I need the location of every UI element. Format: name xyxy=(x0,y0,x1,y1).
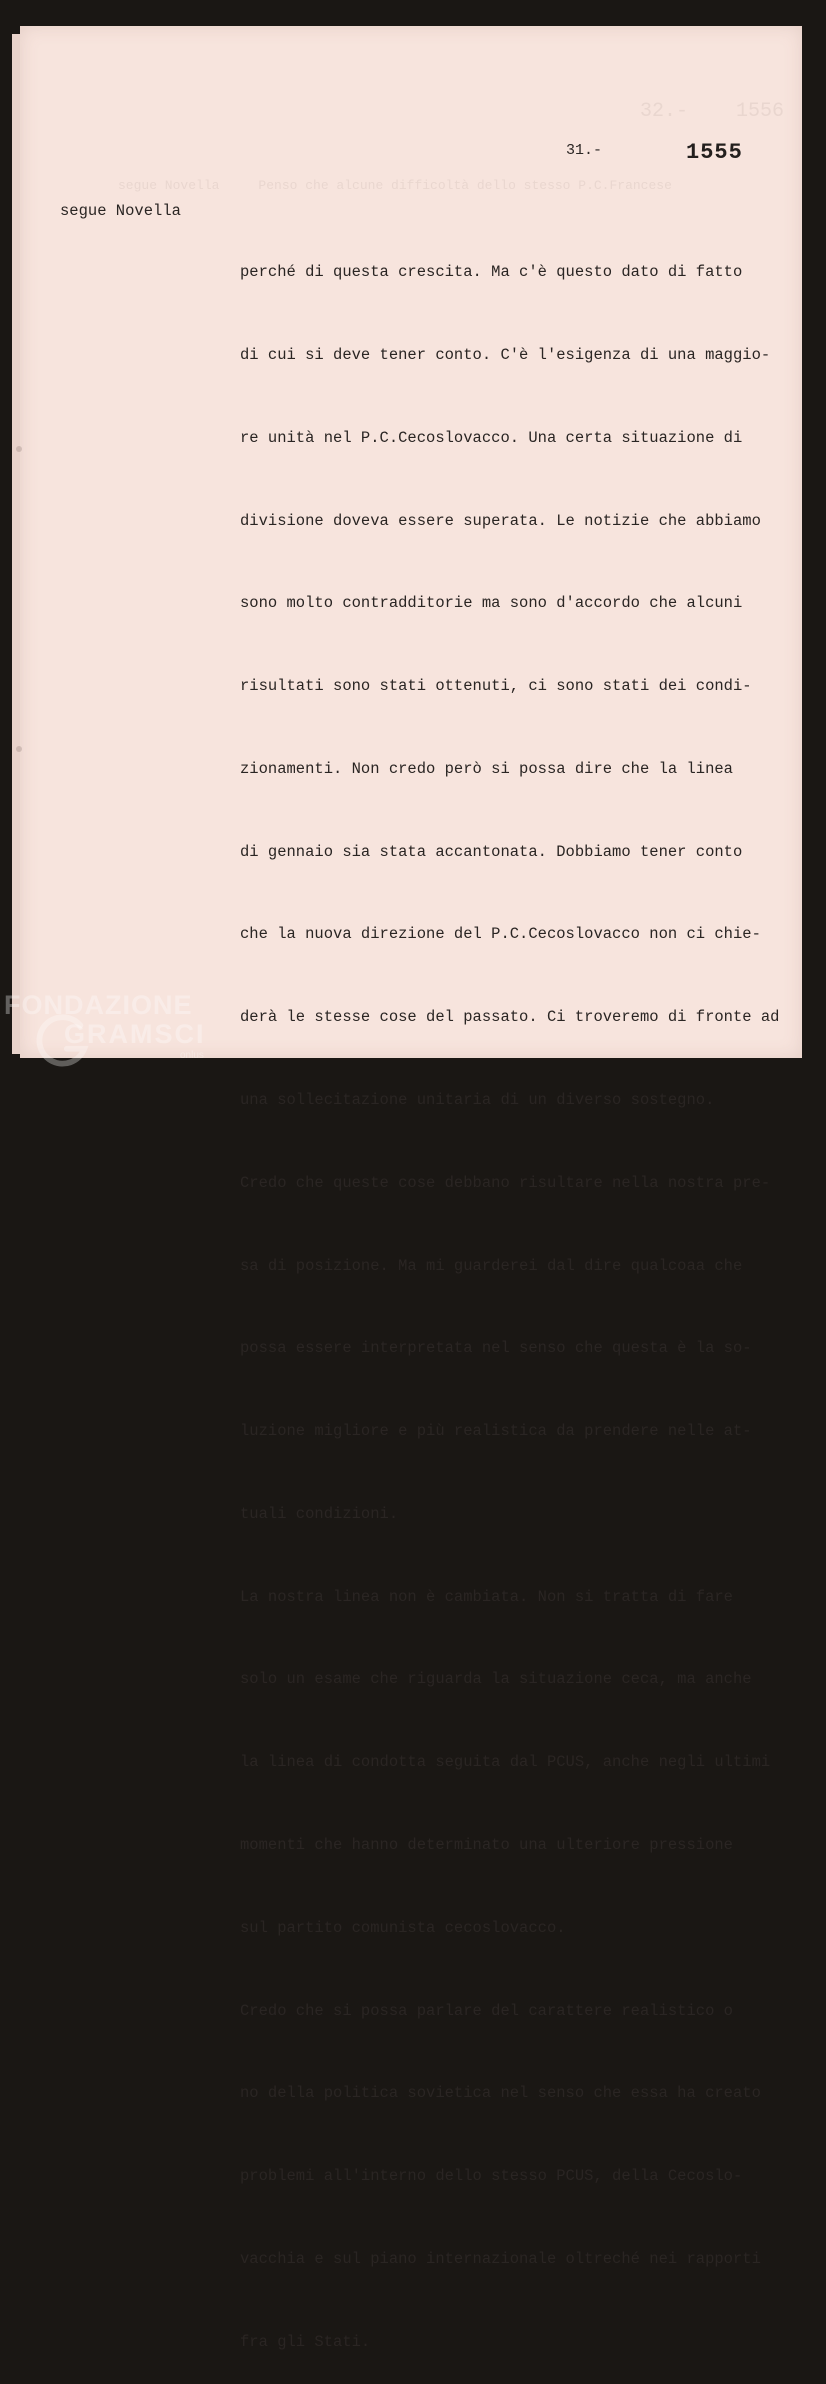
text-line: no della politica sovietica nel senso che essa ha creato xyxy=(240,2084,761,2103)
text-line: di gennaio sia stata accantonata. Dobbiamo tener conto xyxy=(240,842,743,861)
text-line: Credo che queste cose debbano risultare nella nostra pre- xyxy=(240,1173,771,1192)
text-line: solo un esame che riguarda la situazione ceca, ma anche xyxy=(240,1670,752,1689)
transcript-body xyxy=(240,204,800,2384)
watermark-suffix: onlus xyxy=(180,1050,204,1061)
text-line: La nostra linea non è cambiata. Non si tratta di fare xyxy=(240,1587,733,1606)
text-line: derà le stesse cose del passato. Ci troveremo di fronte ad xyxy=(240,1008,780,1027)
document-number: 1555 xyxy=(686,140,743,165)
text-line: vacchia e sul piano internazionale oltreché nei rapporti xyxy=(240,2249,761,2268)
text-line: luzione migliore e più realistica da prendere nelle at- xyxy=(240,1422,752,1441)
text-line: re unità nel P.C.Cecoslovacco. Una certa situazione di xyxy=(240,428,743,447)
text-line: divisione doveva essere superata. Le notizie che abbiamo xyxy=(240,511,761,530)
text-line: fra gli Stati. xyxy=(240,2332,371,2351)
gramsci-g-icon xyxy=(34,1012,92,1070)
watermark-line1: FONDAZIONE xyxy=(4,990,193,1020)
text-line: momenti che hanno determinato una ulteriore pressione xyxy=(240,1836,733,1855)
text-line: problemi all'interno dello stesso PCUS, della Cecoslo- xyxy=(240,2167,743,2186)
text-line: sono molto contradditorie ma sono d'accordo che alcuni xyxy=(240,594,743,613)
speaker-label: segue Novella xyxy=(60,202,181,220)
fondazione-gramsci-watermark xyxy=(4,990,206,1061)
watermark-line2: GRAMSCI xyxy=(64,1019,206,1049)
text-line: tuali condizioni. xyxy=(240,1504,399,1523)
text-line: Credo che si possa parlare del carattere realistico o xyxy=(240,2001,733,2020)
bleed-through: segue Novella Penso che alcune difficoltà dello stesso P.C.Francese xyxy=(118,178,672,193)
text-line: sa di posizione. Ma mi guarderei dal dire qualcoaa che xyxy=(240,1256,743,1275)
text-line: zionamenti. Non credo però si possa dire che la linea xyxy=(240,759,733,778)
text-line: sul partito comunista cecoslovacco. xyxy=(240,1918,566,1937)
text-line: risultati sono stati ottenuti, ci sono stati dei condi- xyxy=(240,677,752,696)
text-line: che la nuova direzione del P.C.Cecoslovacco non ci chie- xyxy=(240,925,761,944)
text-line: perché di questa crescita. Ma c'è questo dato di fatto xyxy=(240,263,743,282)
page-number: 31.- xyxy=(566,142,603,159)
punch-mark xyxy=(16,446,22,452)
text-line: la linea di condotta seguita dal PCUS, anche negli ultimi xyxy=(240,1753,771,1772)
text-line: una sollecitazione unitaria di un diverso sostegno. xyxy=(240,1091,715,1109)
text-line: di cui si deve tener conto. C'è l'esigenza di una maggio- xyxy=(240,345,771,364)
bleed-through: 32.- 1556 xyxy=(640,100,785,123)
text-line: possa essere interpretata nel senso che questa è la so- xyxy=(240,1339,752,1358)
punch-mark xyxy=(16,746,22,752)
